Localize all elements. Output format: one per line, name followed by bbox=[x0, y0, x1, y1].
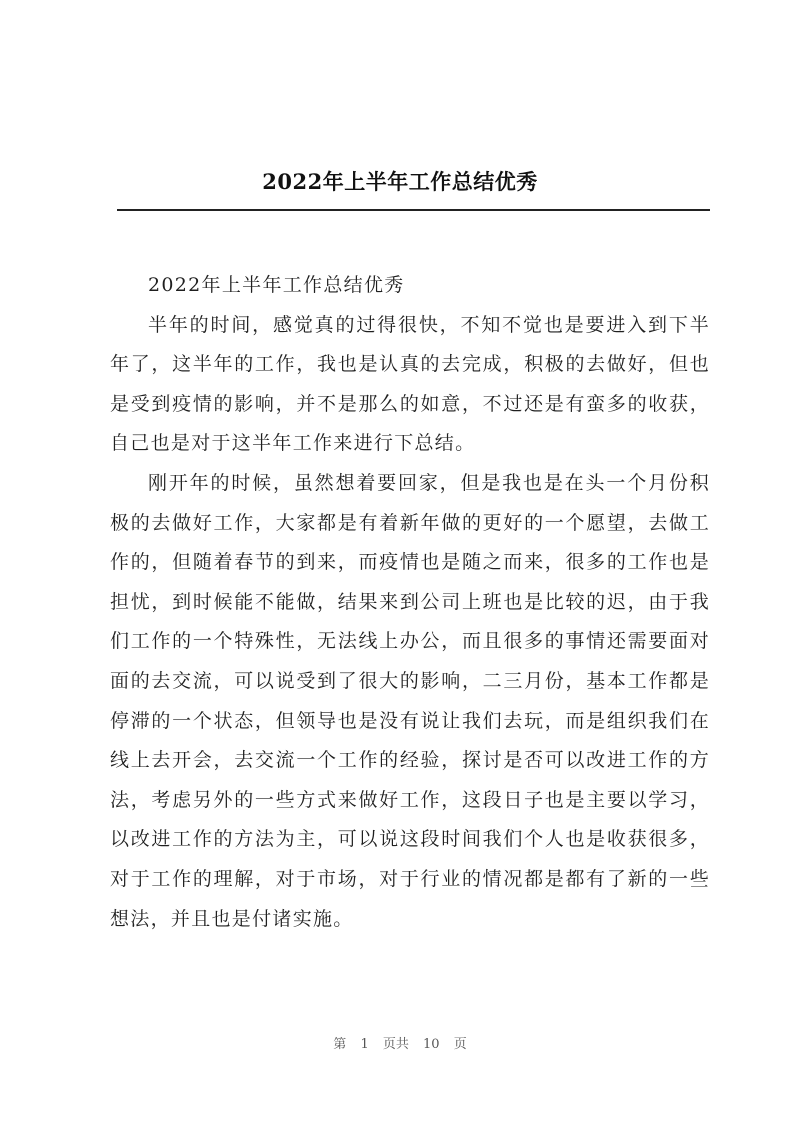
page-number-footer bbox=[0, 1033, 800, 1052]
document-body bbox=[110, 266, 710, 939]
document-title: 2022年上半年工作总结优秀 bbox=[262, 169, 538, 194]
page-prefix: 第 bbox=[333, 1037, 347, 1052]
page-suffix: 页 bbox=[453, 1037, 467, 1052]
page-mid-text: 页共 bbox=[382, 1037, 409, 1052]
body-paragraph-heading: 2022年上半年工作总结优秀 bbox=[148, 274, 405, 296]
current-page-number: 1 bbox=[360, 1037, 369, 1052]
body-paragraph: 刚开年的时候，虽然想着要回家，但是我也是在头一个月份积极的去做好工作，大家都是有着新年做的更好的一个愿望，去做工作的，但随着春节的到来，而疫情也是随之而来，很多的工作也是担忧，到时候能不能做，结果来到公司上班也是比较的迟，由于我们工作的一个特殊性，无法线上办公，而且很多的事情还需要面对面的去交流，可以说受到了很大的影响，二三月份，基本工作都是停滞的一个状态，但领导也是没有说让我们去玩，而是组织我们在线上去开会，去交流一个工作的经验，探讨是否可以改进工作的方法，考虑另外的一些方式来做好工作，这段日子也是主要以学习，以改进工作的方法为主，可以说这段时间我们个人也是收获很多，对于工作的理解，对于市场，对于行业的情况都是都有了新的一些想法，并且也是付诸实施。 bbox=[110, 471, 710, 930]
body-paragraph: 半年的时间，感觉真的过得很快，不知不觉也是要进入到下半年了，这半年的工作，我也是认真的去完成，积极的去做好，但也是受到疫情的影响，并不是那么的如意，不过还是有蛮多的收获，自己也是对于这半年工作来进行下总结。 bbox=[110, 313, 710, 455]
title-divider bbox=[117, 209, 710, 211]
total-pages-number: 10 bbox=[423, 1037, 440, 1052]
